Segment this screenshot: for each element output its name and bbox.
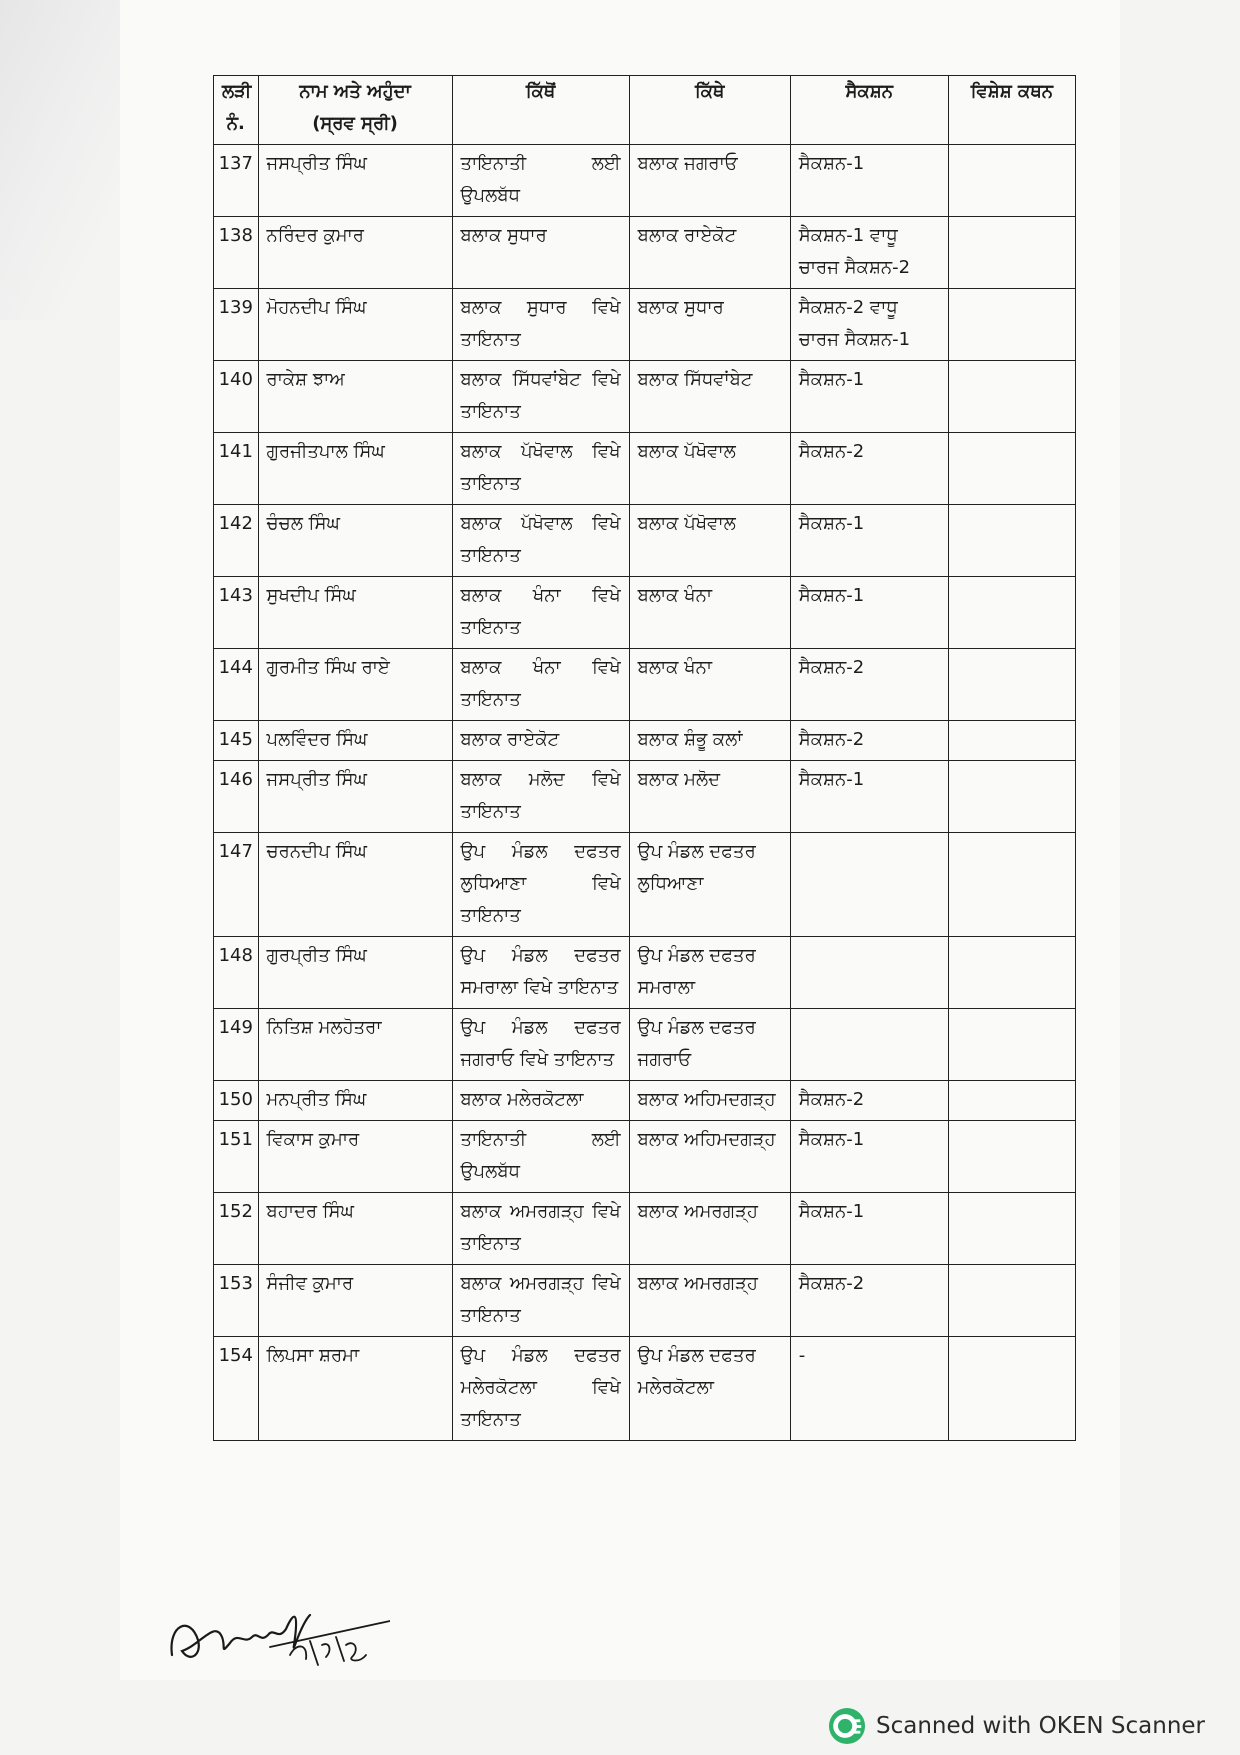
table-row	[214, 577, 1076, 649]
from-cell: ਬਲਾਕ ਪੱਖੋਵਾਲ ਵਿਖੇ ਤਾਇਨਾਤ	[452, 433, 629, 505]
from-cell: ਤਾਇਨਾਤੀ ਲਈ ਉਪਲਬੱਧ	[452, 145, 629, 217]
name-cell: ਪਲਵਿੰਦਰ ਸਿੰਘ	[258, 721, 452, 761]
name-cell: ਨਿਤਿਸ਼ ਮਲਹੋਤਰਾ	[258, 1009, 452, 1081]
section-cell	[790, 1009, 948, 1081]
from-cell: ਬਲਾਕ ਮਲੋਦ ਵਿਖੇ ਤਾਇਨਾਤ	[452, 761, 629, 833]
signature-icon	[160, 1585, 390, 1675]
table-row	[214, 361, 1076, 433]
name-cell: ਗੁਰਮੀਤ ਸਿੰਘ ਰਾਏ	[258, 649, 452, 721]
scanner-watermark	[828, 1706, 1205, 1746]
watermark-text: Scanned with OKEN Scanner	[876, 1713, 1205, 1739]
section-cell: ਸੈਕਸ਼ਨ-2	[790, 649, 948, 721]
section-cell: ਸੈਕਸ਼ਨ-1 ਵਾਧੂ ਚਾਰਜ ਸੈਕਸ਼ਨ-2	[790, 217, 948, 289]
remarks-cell	[948, 1193, 1075, 1265]
table-row	[214, 1193, 1076, 1265]
from-cell: ਉਪ ਮੰਡਲ ਦਫਤਰ ਮਲੇਰਕੋਟਲਾ ਵਿਖੇ ਤਾਇਨਾਤ	[452, 1337, 629, 1441]
name-cell: ਰਾਕੇਸ਼ ਝਾਅ	[258, 361, 452, 433]
table-row	[214, 761, 1076, 833]
from-cell: ਬਲਾਕ ਮਲੇਰਕੋਟਲਾ	[452, 1081, 629, 1121]
table-row	[214, 505, 1076, 577]
remarks-cell	[948, 937, 1075, 1009]
remarks-cell	[948, 1121, 1075, 1193]
section-cell: ਸੈਕਸ਼ਨ-1	[790, 1193, 948, 1265]
header-serial-line-1: ਲੜੀ	[222, 81, 252, 102]
table-row	[214, 1265, 1076, 1337]
table-header-row	[214, 76, 1076, 145]
to-cell: ਬਲਾਕ ਸ਼ੰਭੂ ਕਲਾਂ	[629, 721, 790, 761]
from-cell: ਬਲਾਕ ਸਿੱਧਵਾਂਬੇਟ ਵਿਖੇ ਤਾਇਨਾਤ	[452, 361, 629, 433]
section-cell: ਸੈਕਸ਼ਨ-2	[790, 721, 948, 761]
serial-cell: 141	[214, 433, 259, 505]
from-cell: ਬਲਾਕ ਅਮਰਗੜ੍ਹ ਵਿਖੇ ਤਾਇਨਾਤ	[452, 1193, 629, 1265]
table-row	[214, 433, 1076, 505]
header-name	[258, 76, 452, 145]
name-cell: ਲਿਪਸਾ ਸ਼ਰਮਾ	[258, 1337, 452, 1441]
remarks-cell	[948, 361, 1075, 433]
section-cell: ਸੈਕਸ਼ਨ-2	[790, 1265, 948, 1337]
from-cell: ਬਲਾਕ ਸੁਧਾਰ	[452, 217, 629, 289]
name-cell: ਮੋਹਨਦੀਪ ਸਿੰਘ	[258, 289, 452, 361]
table-row	[214, 649, 1076, 721]
remarks-cell	[948, 217, 1075, 289]
section-cell: ਸੈਕਸ਼ਨ-1	[790, 577, 948, 649]
serial-cell: 145	[214, 721, 259, 761]
header-name-line-1: ਨਾਮ ਅਤੇ ਅਹੁੰਦਾ	[299, 81, 411, 102]
header-serial	[214, 76, 259, 145]
header-to: ਕਿੱਥੇ	[629, 76, 790, 145]
name-cell: ਵਿਕਾਸ ਕੁਮਾਰ	[258, 1121, 452, 1193]
serial-cell: 143	[214, 577, 259, 649]
to-cell: ਉਪ ਮੰਡਲ ਦਫਤਰ ਲੁਧਿਆਣਾ	[629, 833, 790, 937]
to-cell: ਬਲਾਕ ਪੱਖੋਵਾਲ	[629, 433, 790, 505]
to-cell: ਉਪ ਮੰਡਲ ਦਫਤਰ ਸਮਰਾਲਾ	[629, 937, 790, 1009]
to-cell: ਬਲਾਕ ਮਲੋਦ	[629, 761, 790, 833]
to-cell: ਉਪ ਮੰਡਲ ਦਫਤਰ ਜਗਰਾਓ	[629, 1009, 790, 1081]
to-cell: ਬਲਾਕ ਅਹਿਮਦਗੜ੍ਹ	[629, 1121, 790, 1193]
table-row	[214, 721, 1076, 761]
section-cell: ਸੈਕਸ਼ਨ-2	[790, 1081, 948, 1121]
header-serial-line-2: ਨੰ.	[226, 113, 245, 134]
to-cell: ਬਲਾਕ ਖੰਨਾ	[629, 649, 790, 721]
to-cell: ਬਲਾਕ ਅਹਿਮਦਗੜ੍ਹ	[629, 1081, 790, 1121]
serial-cell: 139	[214, 289, 259, 361]
header-remarks: ਵਿਸ਼ੇਸ਼ ਕਥਨ	[948, 76, 1075, 145]
from-cell: ਬਲਾਕ ਰਾਏਕੋਟ	[452, 721, 629, 761]
name-cell: ਸੁਖਦੀਪ ਸਿੰਘ	[258, 577, 452, 649]
header-section: ਸੈਕਸ਼ਨ	[790, 76, 948, 145]
to-cell: ਬਲਾਕ ਪੱਖੋਵਾਲ	[629, 505, 790, 577]
name-cell: ਗੁਰਜੀਤਪਾਲ ਸਿੰਘ	[258, 433, 452, 505]
to-cell: ਬਲਾਕ ਅਮਰਗੜ੍ਹ	[629, 1193, 790, 1265]
remarks-cell	[948, 1265, 1075, 1337]
header-from: ਕਿੱਥੋਂ	[452, 76, 629, 145]
to-cell: ਬਲਾਕ ਸੁਧਾਰ	[629, 289, 790, 361]
serial-cell: 147	[214, 833, 259, 937]
remarks-cell	[948, 761, 1075, 833]
from-cell: ਉਪ ਮੰਡਲ ਦਫਤਰ ਜਗਰਾਓ ਵਿਖੇ ਤਾਇਨਾਤ	[452, 1009, 629, 1081]
name-cell: ਗੁਰਪ੍ਰੀਤ ਸਿੰਘ	[258, 937, 452, 1009]
name-cell: ਜਸਪ੍ਰੀਤ ਸਿੰਘ	[258, 761, 452, 833]
section-cell: ਸੈਕਸ਼ਨ-1	[790, 1121, 948, 1193]
remarks-cell	[948, 145, 1075, 217]
table-row	[214, 145, 1076, 217]
section-cell: ਸੈਕਸ਼ਨ-1	[790, 505, 948, 577]
section-cell: ਸੈਕਸ਼ਨ-1	[790, 145, 948, 217]
serial-cell: 152	[214, 1193, 259, 1265]
name-cell: ਨਰਿੰਦਰ ਕੁਮਾਰ	[258, 217, 452, 289]
from-cell: ਬਲਾਕ ਸੁਧਾਰ ਵਿਖੇ ਤਾਇਨਾਤ	[452, 289, 629, 361]
table-row	[214, 289, 1076, 361]
table-row	[214, 1081, 1076, 1121]
to-cell: ਬਲਾਕ ਸਿੱਧਵਾਂਬੇਟ	[629, 361, 790, 433]
to-cell: ਬਲਾਕ ਖੰਨਾ	[629, 577, 790, 649]
table-body	[214, 145, 1076, 1441]
serial-cell: 154	[214, 1337, 259, 1441]
serial-cell: 153	[214, 1265, 259, 1337]
serial-cell: 137	[214, 145, 259, 217]
table-row	[214, 1337, 1076, 1441]
remarks-cell	[948, 1081, 1075, 1121]
remarks-cell	[948, 649, 1075, 721]
serial-cell: 140	[214, 361, 259, 433]
remarks-cell	[948, 289, 1075, 361]
section-cell: ਸੈਕਸ਼ਨ-2 ਵਾਧੂ ਚਾਰਜ ਸੈਕਸ਼ਨ-1	[790, 289, 948, 361]
table-row	[214, 217, 1076, 289]
remarks-cell	[948, 577, 1075, 649]
from-cell: ਬਲਾਕ ਖੰਨਾ ਵਿਖੇ ਤਾਇਨਾਤ	[452, 649, 629, 721]
section-cell: -	[790, 1337, 948, 1441]
remarks-cell	[948, 1009, 1075, 1081]
serial-cell: 150	[214, 1081, 259, 1121]
from-cell: ਉਪ ਮੰਡਲ ਦਫਤਰ ਲੁਧਿਆਣਾ ਵਿਖੇ ਤਾਇਨਾਤ	[452, 833, 629, 937]
remarks-cell	[948, 721, 1075, 761]
serial-cell: 144	[214, 649, 259, 721]
name-cell: ਮਨਪ੍ਰੀਤ ਸਿੰਘ	[258, 1081, 452, 1121]
header-name-line-2: (ਸ੍ਰਵ ਸ੍ਰੀ)	[312, 113, 398, 134]
section-cell	[790, 833, 948, 937]
from-cell: ਬਲਾਕ ਪੱਖੋਵਾਲ ਵਿਖੇ ਤਾਇਨਾਤ	[452, 505, 629, 577]
section-cell	[790, 937, 948, 1009]
serial-cell: 142	[214, 505, 259, 577]
section-cell: ਸੈਕਸ਼ਨ-1	[790, 761, 948, 833]
serial-cell: 149	[214, 1009, 259, 1081]
name-cell: ਸੰਜੀਵ ਕੁਮਾਰ	[258, 1265, 452, 1337]
remarks-cell	[948, 433, 1075, 505]
to-cell: ਉਪ ਮੰਡਲ ਦਫਤਰ ਮਲੇਰਕੋਟਲਾ	[629, 1337, 790, 1441]
serial-cell: 148	[214, 937, 259, 1009]
remarks-cell	[948, 833, 1075, 937]
to-cell: ਬਲਾਕ ਅਮਰਗੜ੍ਹ	[629, 1265, 790, 1337]
table-row	[214, 833, 1076, 937]
serial-cell: 146	[214, 761, 259, 833]
remarks-cell	[948, 505, 1075, 577]
from-cell: ਬਲਾਕ ਖੰਨਾ ਵਿਖੇ ਤਾਇਨਾਤ	[452, 577, 629, 649]
table-row	[214, 937, 1076, 1009]
name-cell: ਚੰਚਲ ਸਿੰਘ	[258, 505, 452, 577]
to-cell: ਬਲਾਕ ਜਗਰਾਓ	[629, 145, 790, 217]
table-row	[214, 1009, 1076, 1081]
serial-cell: 138	[214, 217, 259, 289]
transfer-table	[213, 75, 1076, 1441]
name-cell: ਚਰਨਦੀਪ ਸਿੰਘ	[258, 833, 452, 937]
remarks-cell	[948, 1337, 1075, 1441]
to-cell: ਬਲਾਕ ਰਾਏਕੋਟ	[629, 217, 790, 289]
from-cell: ਉਪ ਮੰਡਲ ਦਫਤਰ ਸਮਰਾਲਾ ਵਿਖੇ ਤਾਇਨਾਤ	[452, 937, 629, 1009]
from-cell: ਤਾਇਨਾਤੀ ਲਈ ਉਪਲਬੱਧ	[452, 1121, 629, 1193]
table-row	[214, 1121, 1076, 1193]
section-cell: ਸੈਕਸ਼ਨ-1	[790, 361, 948, 433]
serial-cell: 151	[214, 1121, 259, 1193]
oken-scanner-logo-icon	[828, 1707, 866, 1745]
name-cell: ਬਹਾਦਰ ਸਿੰਘ	[258, 1193, 452, 1265]
section-cell: ਸੈਕਸ਼ਨ-2	[790, 433, 948, 505]
from-cell: ਬਲਾਕ ਅਮਰਗੜ੍ਹ ਵਿਖੇ ਤਾਇਨਾਤ	[452, 1265, 629, 1337]
name-cell: ਜਸਪ੍ਰੀਤ ਸਿੰਘ	[258, 145, 452, 217]
